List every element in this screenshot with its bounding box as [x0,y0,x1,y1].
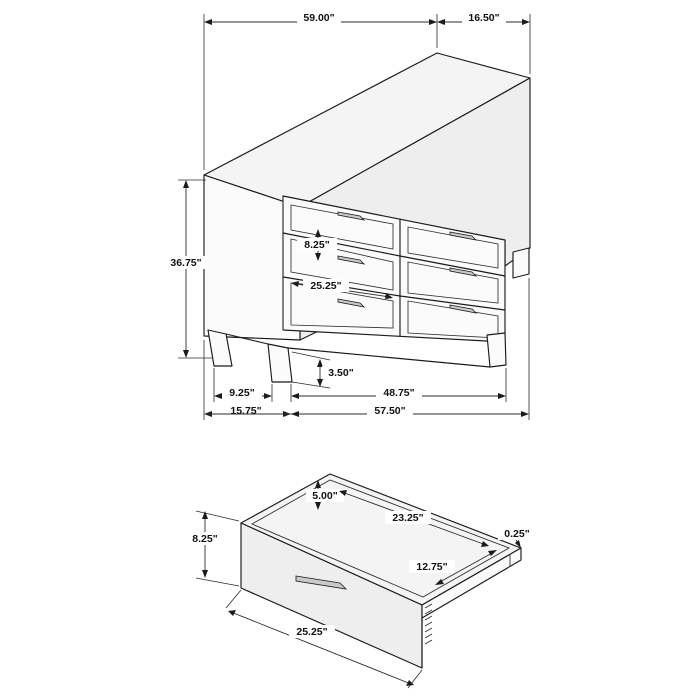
dim-drawer-height [186,511,239,586]
leg-back-right [513,248,529,278]
leg-front-right [487,333,506,367]
dim-label-leg-depth: 9.25" [229,387,255,399]
dim-label-top-width: 59.00" [303,12,335,24]
dim-label-interior-depth-side: 5.00" [312,490,338,502]
drawer-detail-view [186,474,536,688]
leg-front-center [268,344,292,382]
dim-label-top-depth: 16.50" [468,12,500,24]
dim-label-interior-width: 12.75" [416,561,448,573]
dim-leg-height [292,352,360,388]
dim-label-drawer-front-width: 25.25" [296,626,328,638]
dresser-view [164,11,530,420]
dim-label-drawer-face-height: 8.25" [304,239,330,251]
dim-label-drawer-face-width: 25.25" [310,280,342,292]
dim-label-overall-height: 36.75" [170,257,202,269]
dim-label-leg-height: 3.50" [328,367,354,379]
dim-label-base-depth: 15.75" [230,405,262,417]
dim-label-interior-length: 23.25" [392,512,424,524]
dim-label-material-thickness: 0.25" [504,528,530,540]
dim-leg-depth [214,368,272,402]
dim-label-drawer-height: 8.25" [192,533,218,545]
dim-label-base-width: 57.50" [374,405,406,417]
dim-label-base-inner-width: 48.75" [383,387,415,399]
